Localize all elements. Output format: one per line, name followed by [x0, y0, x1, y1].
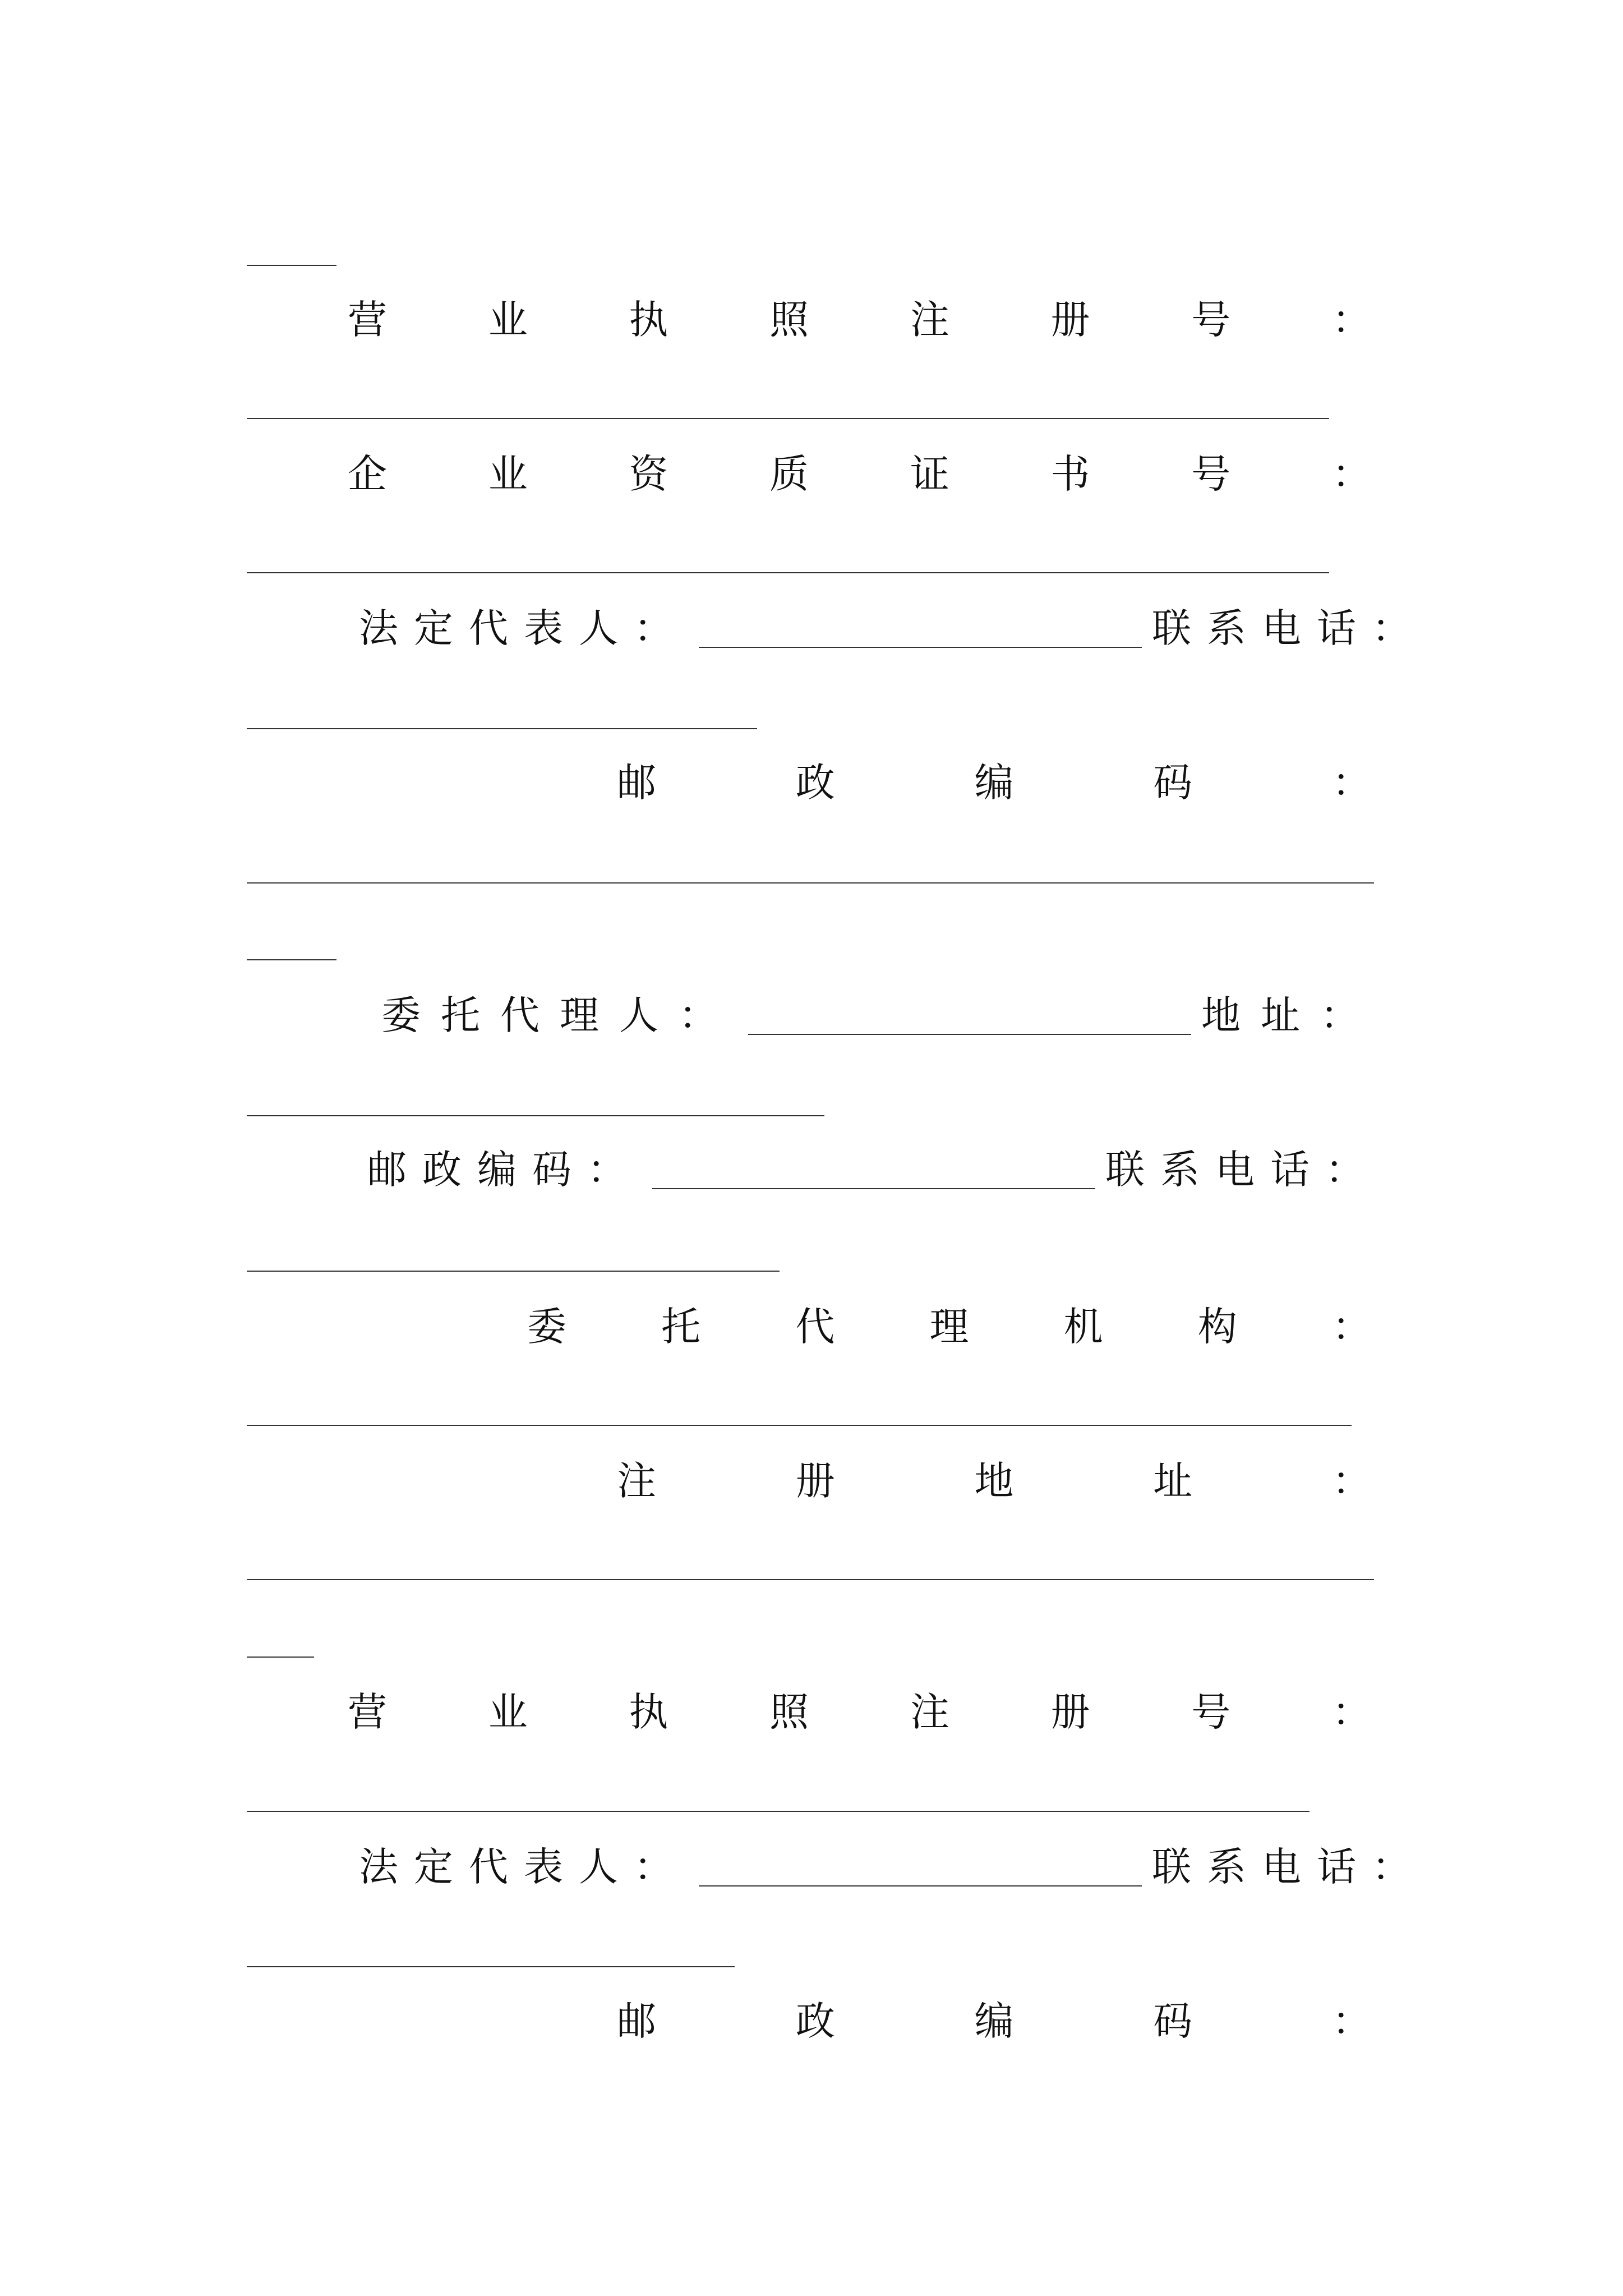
label-colon: ： [1332, 1458, 1371, 1504]
agent-legal-rep-blank[interactable] [699, 1847, 1142, 1887]
label-char: 营 [348, 297, 387, 343]
label-char: 照 [769, 1689, 809, 1735]
agent-legal-rep-label: 法定代表人： [359, 1844, 689, 1890]
agent-name-blank[interactable] [748, 996, 1191, 1035]
label-char: 业 [488, 297, 528, 343]
label-char: 册 [795, 1458, 835, 1504]
label-char: 号 [1191, 1689, 1231, 1735]
label-char: 编 [974, 760, 1014, 806]
legal-rep-label: 法定代表人： [359, 605, 689, 651]
label-char: 码 [1153, 1998, 1193, 2044]
reg-address-blank-cont[interactable] [247, 1657, 314, 1658]
license-number-label [348, 292, 1371, 348]
label-char: 照 [769, 297, 809, 343]
label-char: 注 [910, 1689, 949, 1735]
label-char: 册 [1050, 297, 1090, 343]
postal-code-label [617, 754, 1371, 811]
agent-phone-blank[interactable] [247, 1271, 780, 1272]
label-colon: ： [1332, 760, 1371, 806]
label-char: 构 [1197, 1304, 1237, 1350]
label-char: 册 [1050, 1689, 1090, 1735]
reg-address-blank[interactable] [247, 1579, 1374, 1580]
qualification-number-blank[interactable] [247, 572, 1329, 573]
label-char: 执 [629, 1689, 668, 1735]
agent-postal-blank[interactable] [652, 1150, 1095, 1189]
label-char: 托 [661, 1304, 701, 1350]
label-char: 代 [795, 1304, 835, 1350]
label-char: 书 [1050, 451, 1090, 497]
label-char: 营 [348, 1689, 387, 1735]
label-colon: ： [1331, 297, 1371, 343]
agent-postal-row [367, 1142, 1380, 1198]
agent-org-blank[interactable] [247, 1425, 1352, 1426]
agent-postal-code-label [617, 1993, 1371, 2049]
label-colon: ： [1332, 1998, 1371, 2044]
label-char: 地 [974, 1458, 1014, 1504]
label-char: 委 [527, 1304, 566, 1350]
postal-code-blank[interactable] [247, 882, 1374, 884]
agent-address-blank[interactable] [247, 1115, 824, 1116]
agent-postal-label: 邮政编码： [367, 1147, 642, 1193]
qualification-number-label [348, 446, 1371, 502]
label-char: 编 [974, 1998, 1014, 2044]
license-number-blank[interactable] [247, 418, 1329, 419]
label-char: 注 [910, 297, 949, 343]
label-char: 机 [1063, 1304, 1103, 1350]
label-char: 执 [629, 297, 668, 343]
agent-person-row [381, 987, 1380, 1043]
label-char: 企 [348, 451, 387, 497]
label-char: 政 [795, 1998, 835, 2044]
agent-legal-rep-row [359, 1839, 1427, 1895]
agent-license-number-label [348, 1684, 1371, 1740]
label-char: 址 [1153, 1458, 1193, 1504]
agent-license-number-blank[interactable] [247, 1811, 1310, 1812]
postal-code-blank-cont[interactable] [247, 959, 336, 960]
agent-org-label [527, 1299, 1371, 1355]
label-char: 号 [1191, 451, 1231, 497]
label-char: 理 [929, 1304, 969, 1350]
agent-org-phone-label: 联系电话： [1152, 1844, 1427, 1890]
label-char: 资 [629, 451, 668, 497]
legal-rep-row [359, 600, 1427, 656]
blank-line[interactable] [247, 265, 336, 266]
label-colon: ： [1331, 1304, 1371, 1350]
label-char: 证 [910, 451, 949, 497]
agent-phone-label: 联系电话： [1105, 1147, 1380, 1193]
label-char: 政 [795, 760, 835, 806]
label-char: 业 [488, 451, 528, 497]
agent-address-label: 地址： [1201, 992, 1380, 1038]
phone-blank[interactable] [247, 728, 757, 729]
label-char: 注 [617, 1458, 656, 1504]
label-char: 邮 [617, 760, 656, 806]
label-char: 号 [1191, 297, 1231, 343]
agent-name-label: 委托代理人： [381, 992, 738, 1038]
label-char: 码 [1153, 760, 1193, 806]
reg-address-label [617, 1453, 1371, 1509]
label-colon: ： [1331, 1689, 1371, 1735]
phone-label: 联系电话： [1152, 605, 1427, 651]
label-char: 邮 [617, 1998, 656, 2044]
legal-rep-blank[interactable] [699, 609, 1142, 648]
label-char: 质 [769, 451, 809, 497]
label-char: 业 [488, 1689, 528, 1735]
agent-org-phone-blank[interactable] [247, 1966, 735, 1967]
label-colon: ： [1331, 451, 1371, 497]
